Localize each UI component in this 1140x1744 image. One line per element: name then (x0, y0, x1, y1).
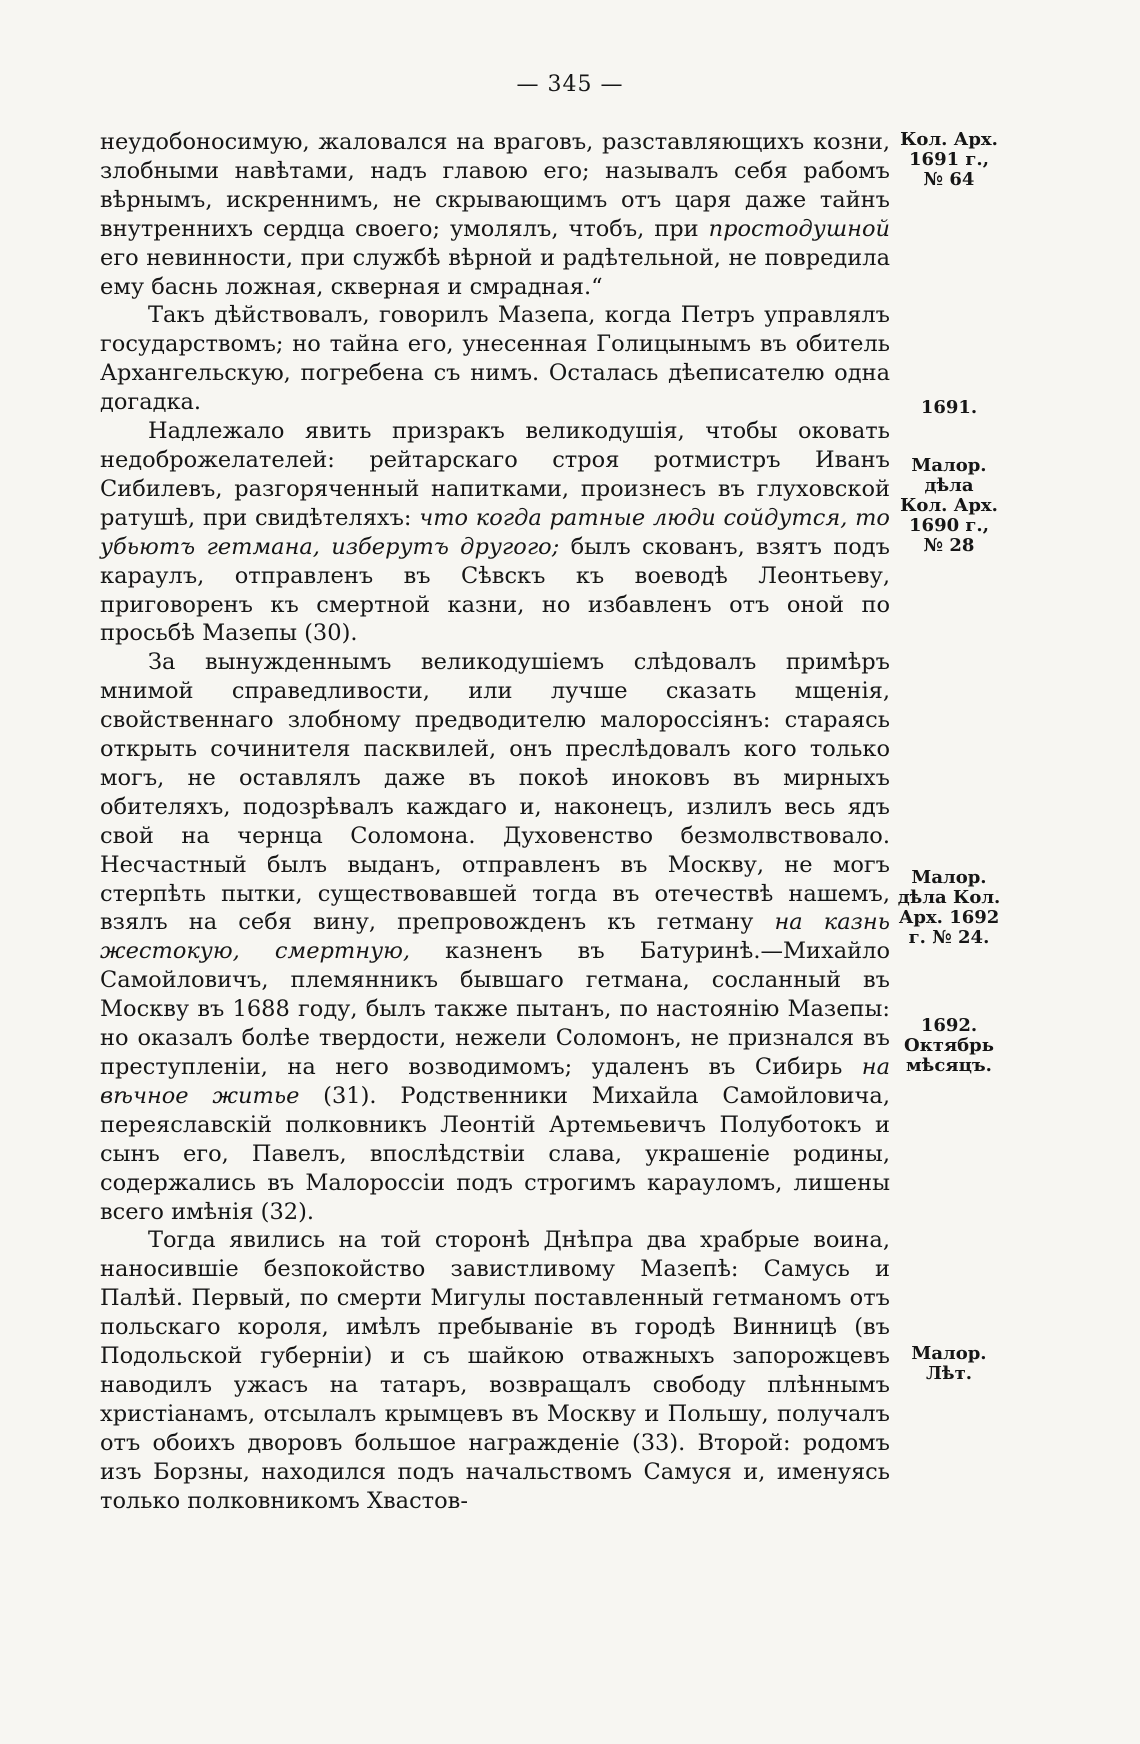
text-segment: его невинности, при службѣ вѣрной и радѣтельной, не повредила ему баснь ложная, скверная и смрадная.“ (100, 244, 890, 300)
page-number: — 345 — (516, 72, 624, 97)
margin-note-chronicle (896, 1344, 1002, 1384)
text-segment: Надлежало явить призракъ великодушія, чтобы оковать недоброжелателей: рейтарскаго строя ротмистръ Иванъ Сибилевъ, разгоряченный напитками, произнесъ въ глуховской ратушѣ, при свидѣтеляхъ: (100, 418, 890, 531)
margin-note-line: мѣсяцъ. (906, 1055, 992, 1076)
margin-note-line: Арх. 1692 (898, 907, 1000, 928)
margin-note-line: Октябрь (904, 1035, 994, 1056)
margin-note-line: дѣла (924, 475, 974, 496)
margin-note-line: 1690 г., (909, 515, 989, 536)
margin-note-line: 1692. (920, 1015, 978, 1036)
margin-note-archive-1690 (896, 456, 1002, 556)
text-segment: былъ скованъ, взятъ подъ караулъ, отправленъ въ Сѣвскъ къ воеводѣ Леонтьеву, приговоренъ къ смертной казни, но избавленъ отъ оной по просьбѣ Мазепы (30). (100, 533, 890, 647)
paragraph-5 (100, 1226, 890, 1515)
text-segment: казненъ въ Батуринѣ.—Михайло Самойловичъ, племянникъ бывшаго гетмана, сосланный въ Москву въ 1688 году, былъ также пытанъ, по настоянію Мазепы: но оказалъ болѣе твердости, нежели Соломонъ, не признался въ преступленіи, на него возводимомъ; удаленъ въ Сибирь (100, 938, 890, 1080)
text-segment: За вынужденнымъ великодушіемъ слѣдовалъ примѣръ мнимой справедливости, или лучше сказать мщенія, свойственнаго злобному предводителю малороссіянъ: стараясь открыть сочинителя пасквилей, онъ преслѣдовалъ кого только могъ, не оставлялъ даже въ покоѣ иноковъ въ мирныхъ обителяхъ, подозрѣвалъ каждаго и, наконецъ, излилъ весь ядъ свой на чернца Соломона. Духовенство безмолвствовало. Несчастный былъ выданъ, отправленъ въ Москву, не могъ стерпѣть пытки, существовавшей тогда въ отечествѣ нашемъ, взялъ на себя вину, препровожденъ къ гетману (100, 649, 890, 936)
margin-note-line: Малор. (911, 455, 987, 476)
text-segment-italic: на вѣчное житье (100, 1054, 890, 1109)
text-segment-italic: на казнь жестокую, смертную, (100, 909, 890, 965)
text-segment: Тогда явились на той сторонѣ Днѣпра два храбрые воина, наносившіе безпокойство завистливому Мазепѣ: Самусь и Палѣй. Первый, по смерти Мигулы поставленный гетманомъ отъ польскаго короля, имѣлъ пребываніе въ городѣ Винницѣ (въ Подольской губерніи) и съ шайкою отважныхъ запорожцевъ наводилъ ужасъ на татаръ, возвращалъ свободу плѣннымъ христіанамъ, отсылалъ крымцевъ въ Москву и Польшу, получалъ отъ обоихъ дворовъ большое награжденіе (33). Второй: родомъ изъ Борзны, находился подъ начальствомъ Самуся и, именуясь только полковникомъ Хвастов- (100, 1227, 890, 1514)
text-segment-italic: простодушной (708, 215, 890, 242)
margin-note-archive-1692 (896, 868, 1002, 948)
paragraph-3 (100, 417, 890, 648)
text-segment: неудобоносимую, жаловался на враговъ, разставляющихъ козни, злобными навѣтами, надъ главою его; называлъ себя рабомъ вѣрнымъ, искреннимъ, не скрывающимъ отъ царя даже тайнъ внутреннихъ сердца своего; умолялъ, чтобъ, при (100, 129, 890, 242)
margin-note-year-1691 (896, 398, 1002, 418)
margin-note-line: Малор. (911, 867, 987, 888)
paragraph-4 (100, 648, 890, 1226)
margin-note-line: г. № 24. (908, 927, 990, 948)
margin-note-line: дѣла Кол. (897, 887, 1001, 908)
main-text (100, 128, 890, 1516)
paragraph-1 (100, 128, 890, 301)
margin-note-line: Лѣт. (926, 1363, 972, 1384)
margin-note-line: Кол. Арх. (900, 129, 998, 150)
margin-note-line: 1691 г., (909, 149, 989, 170)
margin-note-line: Кол. Арх. (900, 495, 998, 516)
margin-note-archive-1691 (896, 130, 1002, 190)
margin-note-line: № 28 (923, 535, 975, 556)
margin-note-line: № 64 (923, 169, 975, 190)
text-segment-italic: что когда ратные люди сойдутся, то убьютъ гетмана, изберутъ другого; (100, 504, 890, 560)
text-segment: (31). Родственники Михайла Самойловича, переяславскій полковникъ Леонтій Артемьевичъ Полуботокъ и сынъ его, Павелъ, впослѣдствіи слава, украшеніе родины, содержались въ Малороссіи подъ строгимъ карауломъ, лишены всего имѣнія (32). (100, 1082, 890, 1225)
text-segment: Такъ дѣйствовалъ, говорилъ Мазепа, когда Петръ управлялъ государствомъ; но тайна его, унесенная Голицынымъ въ обитель Архангельскую, погребена съ нимъ. Осталась дѣеписателю одна догадка. (100, 302, 890, 416)
margin-note-line: 1691. (920, 397, 978, 418)
margin-note-line: Малор. (911, 1343, 987, 1364)
paragraph-2 (100, 301, 890, 417)
margin-note-october-1692 (896, 1016, 1002, 1076)
